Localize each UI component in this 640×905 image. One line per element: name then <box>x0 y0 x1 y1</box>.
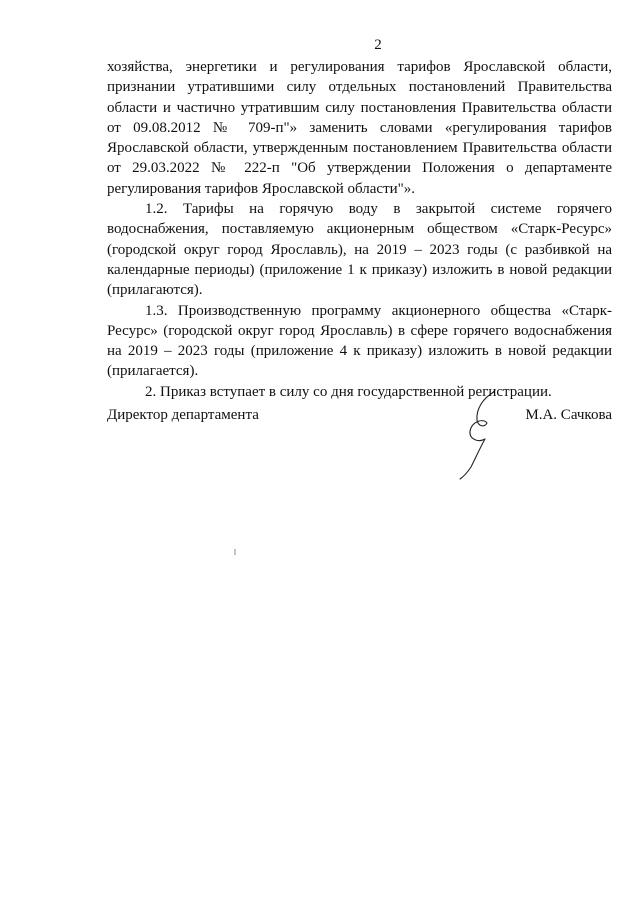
page-number: 2 <box>374 37 382 53</box>
handwritten-signature <box>454 388 504 480</box>
document-body <box>107 57 612 402</box>
signer-name: М.А. Сачкова <box>525 407 612 423</box>
paragraph-continuation: хозяйства, энергетики и регулирования тарифов Ярославской области, признании утратившими силу отдельных постановлений Правительства области и частично утратившим силу постановления Правительства области от 09.08.2012 № 709-п"» заменить словами «регулирования тарифов Ярославской области, утвержденным постановлением Правительства области от 29.03.2022 № 222-п "Об утверждении Положения о департаменте регулирования тарифов Ярославской области"». <box>107 59 612 197</box>
paragraph-2: 2. Приказ вступает в силу со дня государственной регистрации. <box>145 383 552 400</box>
scan-mark <box>234 549 236 555</box>
paragraph-1-3: 1.3. Производственную программу акционерного общества «Старк-Ресурс» (городской округ город Ярославль) в сфере горячего водоснабжения на 2019 – 2023 годы (приложение 4 к приказу) изложить в новой редакции (прилагается). <box>107 302 612 380</box>
signer-title: Директор департамента <box>107 407 259 423</box>
paragraph-1-2: 1.2. Тарифы на горячую воду в закрытой системе горячего водоснабжения, поставляемую акционерным обществом «Старк-Ресурс» (городской округ город Ярославль), на 2019 – 2023 годы (с разбивкой на календарные периоды) (приложение 1 к приказу) изложить в новой редакции (прилагаются). <box>107 201 612 299</box>
